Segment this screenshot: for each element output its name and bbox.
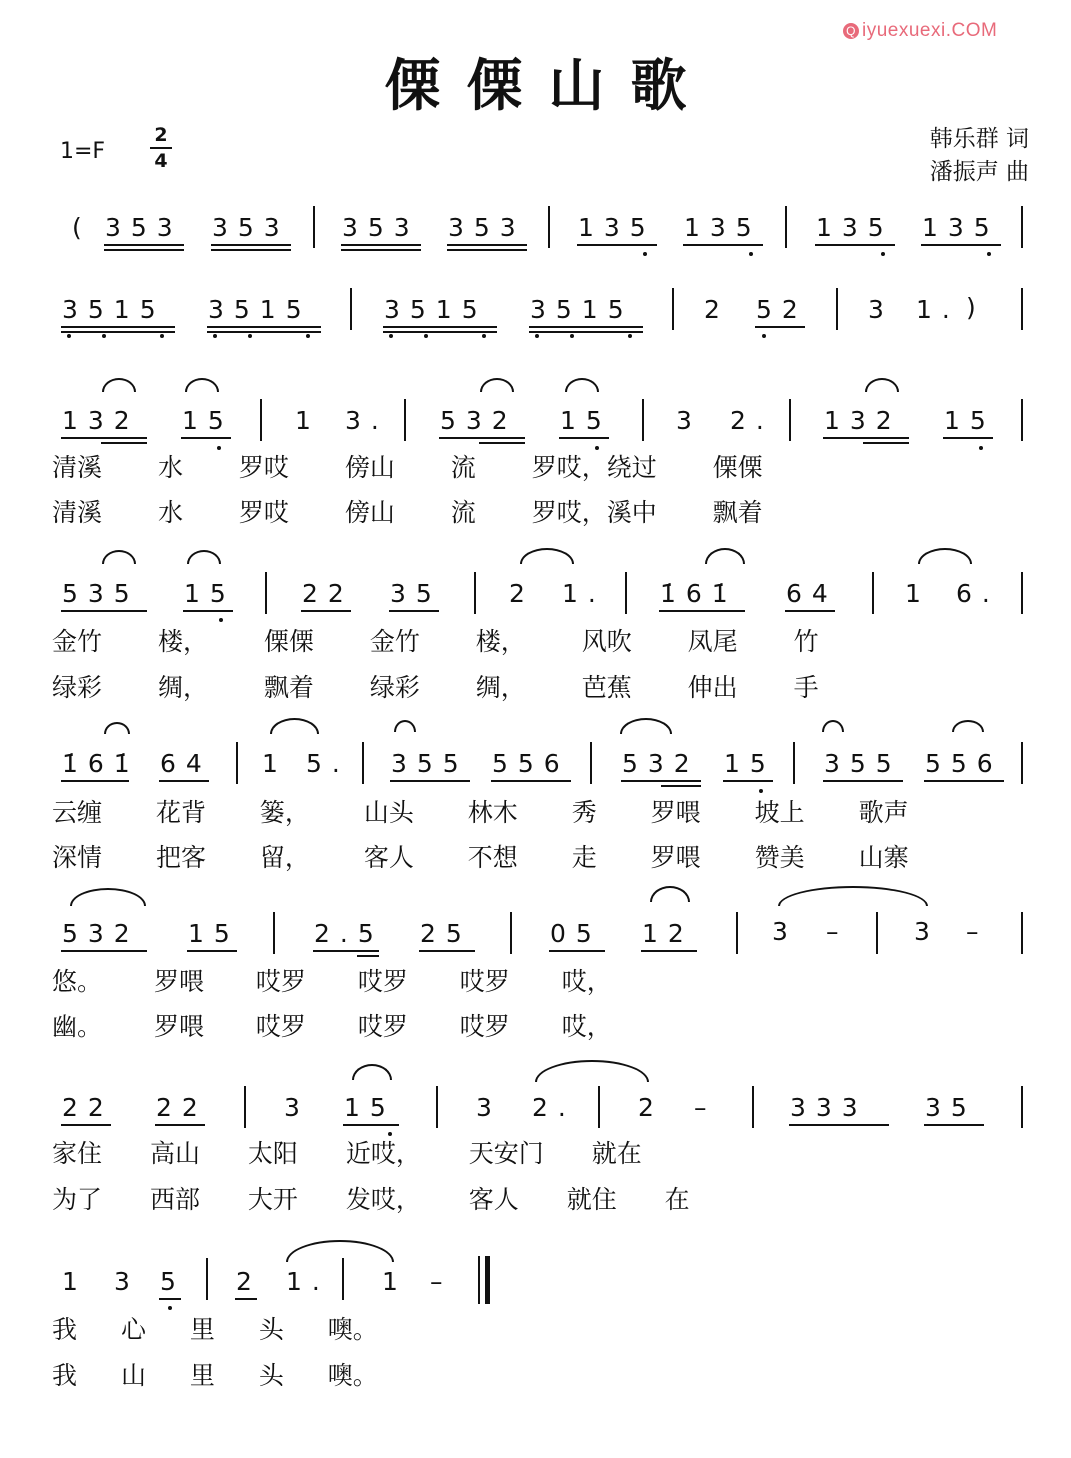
note-group: 2.	[532, 1093, 576, 1122]
note-group: 3	[868, 295, 894, 324]
note-group: 2	[236, 1267, 262, 1296]
lyric-line-verse-1: 云缠 花背 篓， 山头 林木 秀 罗喂 坡上 歌声	[52, 798, 909, 827]
note-group: 333	[790, 1093, 868, 1122]
note-group: 1	[262, 749, 288, 778]
time-signature-bottom: 4	[154, 150, 168, 172]
note-group: 52	[756, 295, 808, 324]
note-group: 556	[925, 749, 1003, 778]
note-group: 64	[160, 749, 212, 778]
note-group: 2.5	[314, 919, 384, 948]
lyricist-credit: 韩乐群 词	[929, 126, 1029, 152]
note-group: 3	[284, 1093, 310, 1122]
note-group: 135	[684, 213, 762, 242]
note-group: 15	[184, 579, 236, 608]
note-group: 135	[578, 213, 656, 242]
note-group: 1̇61̇	[660, 579, 738, 608]
lyric-line-verse-1: 清溪 水 罗哎 傍山 流 罗哎，绕过 傈傈	[52, 453, 763, 482]
watermark-logo-icon: Q	[843, 23, 859, 39]
lyric-line-verse-1: 金竹 楼， 傈傈 金竹 楼， 风吹 凤尾 竹	[52, 627, 819, 656]
note-group: 2	[509, 579, 535, 608]
note-group: (	[72, 213, 92, 242]
note-group: 3	[914, 917, 940, 946]
lyric-line-verse-2: 深情 把客 留， 客人 不想 走 罗喂 赞美 山寨	[52, 843, 909, 872]
note-group: 535	[62, 579, 140, 608]
song-title: 傈傈山歌	[384, 53, 713, 119]
note-group: 3515	[62, 295, 166, 324]
note-group: 3515	[530, 295, 634, 324]
lyric-line-verse-2: 我 山 里 头 噢。	[52, 1361, 378, 1390]
note-group: 1.	[286, 1267, 330, 1296]
note-group: 532	[62, 919, 140, 948]
note-group: 3515	[208, 295, 312, 324]
composer-credit: 潘振声 曲	[929, 159, 1029, 185]
lyric-line-verse-2: 为了 西部 大开 发哎， 客人 就住 在	[52, 1185, 690, 1214]
note-group: 64	[786, 579, 838, 608]
watermark-text: iyuexuexi.COM	[862, 20, 998, 41]
note-group: 2	[704, 295, 730, 324]
lyric-line-verse-1: 家住 高山 太阳 近哎， 天安门 就在	[52, 1139, 642, 1168]
note-group: 1	[295, 406, 321, 435]
note-group: 1̇61̇	[62, 749, 140, 778]
underline	[235, 1298, 257, 1300]
note-group: 12	[642, 919, 694, 948]
note-group: 1	[905, 579, 931, 608]
note-group: –	[826, 917, 849, 946]
bar-line	[342, 1258, 344, 1300]
note-group: 353	[105, 213, 183, 242]
note-group: 353	[212, 213, 290, 242]
lyric-line-verse-2: 绿彩 绸， 飘着 绿彩 绸， 芭蕉 伸出 手	[52, 673, 819, 702]
note-group: 353	[342, 213, 420, 242]
note-group: 6.	[956, 579, 1000, 608]
note-group: 22	[302, 579, 354, 608]
final-barline-thin	[478, 1256, 480, 1304]
lyric-line-verse-2: 清溪 水 罗哎 傍山 流 罗哎，溪中 飘着	[52, 498, 763, 527]
note-group: –	[966, 917, 989, 946]
note-group: 532	[622, 749, 700, 778]
final-barline-thick	[485, 1256, 490, 1304]
note-group: 15	[344, 1093, 396, 1122]
note-group: 1	[62, 1267, 88, 1296]
note-group: 556	[492, 749, 570, 778]
note-group: )	[966, 293, 986, 322]
note-group: –	[694, 1093, 717, 1122]
note-group: 135	[816, 213, 894, 242]
note-group: 1.	[916, 295, 960, 324]
note-group: 132	[62, 406, 140, 435]
note-group: 135	[922, 213, 1000, 242]
note-group: 3515	[384, 295, 488, 324]
note-group: 3.	[345, 406, 389, 435]
note-group: 15	[560, 406, 612, 435]
note-group: 2.	[730, 406, 774, 435]
note-group: 25	[420, 919, 472, 948]
tie	[286, 1240, 394, 1262]
note-group: 3	[676, 406, 702, 435]
note-group: 15	[944, 406, 996, 435]
note-group: 1.	[562, 579, 606, 608]
note-group: 2	[638, 1093, 664, 1122]
lyric-line-verse-1: 悠。 罗喂 哎罗 哎罗 哎罗 哎，	[52, 967, 612, 996]
note-group: 132	[824, 406, 902, 435]
note-group: 15	[182, 406, 234, 435]
note-group: –	[430, 1267, 453, 1296]
note-group: 35	[390, 579, 442, 608]
note-group: 22	[156, 1093, 208, 1122]
note-group: 3	[476, 1093, 502, 1122]
note-group: 355	[391, 749, 469, 778]
lyric-line-verse-1: 我 心 里 头 噢。	[52, 1315, 378, 1344]
note-group: 3	[772, 917, 798, 946]
note-group: 22	[62, 1093, 114, 1122]
note-group: 05	[550, 919, 602, 948]
underline	[159, 1298, 181, 1300]
note-group: 5.	[306, 749, 350, 778]
key-signature: 1=F	[60, 139, 106, 164]
note-group: 532	[440, 406, 518, 435]
note-group: 5	[160, 1267, 186, 1296]
bar-line	[206, 1258, 208, 1300]
lyric-line-verse-2: 幽。 罗喂 哎罗 哎罗 哎罗 哎，	[52, 1012, 612, 1041]
note-group: 3	[114, 1267, 140, 1296]
note-group: 1	[382, 1267, 408, 1296]
note-group: 15	[724, 749, 776, 778]
note-group: 355	[824, 749, 902, 778]
note-group: 353	[448, 213, 526, 242]
time-signature-top: 2	[154, 124, 168, 146]
note-group: 15	[188, 919, 240, 948]
note-group: 35	[925, 1093, 977, 1122]
